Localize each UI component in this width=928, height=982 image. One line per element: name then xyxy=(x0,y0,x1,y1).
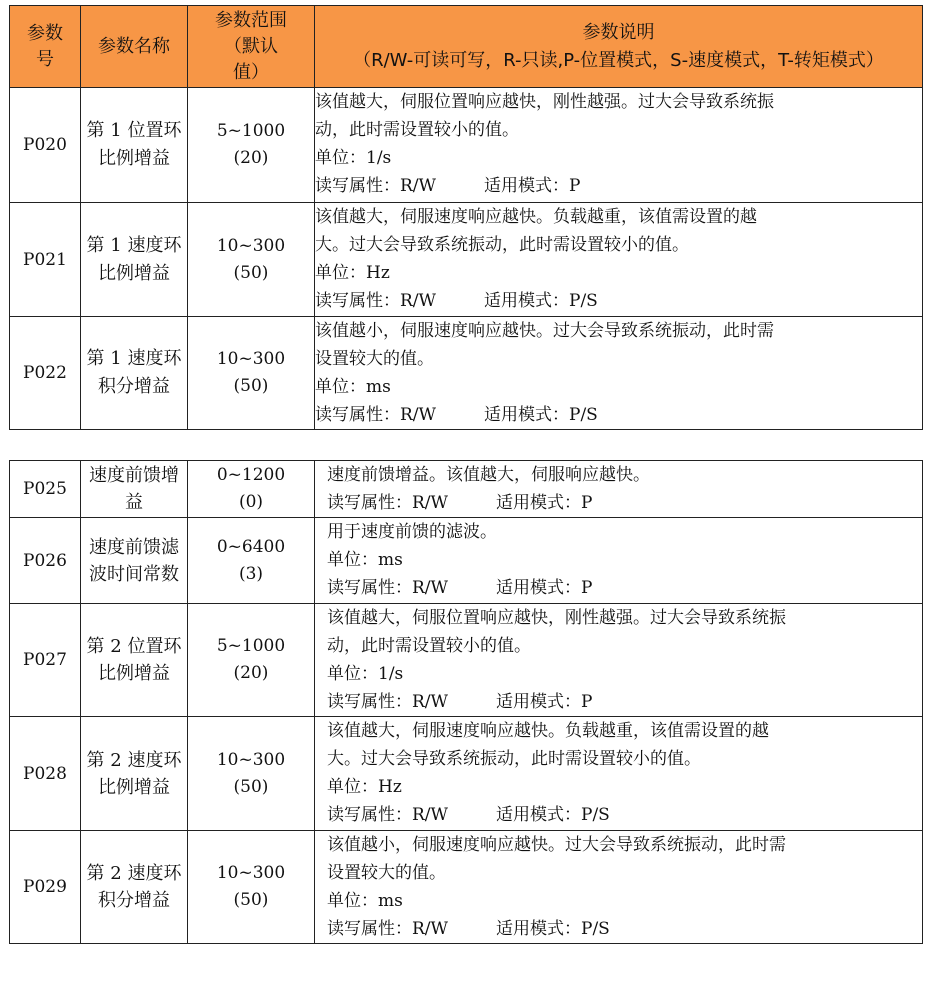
param-number: P025 xyxy=(10,461,81,518)
description-line: 设置较大的值。 xyxy=(327,863,446,883)
param-name: 第 2 速度环比例增益 xyxy=(81,717,188,831)
param-default: (50) xyxy=(233,376,269,396)
table-row xyxy=(10,317,923,430)
param-number: P028 xyxy=(10,717,81,831)
param-range: 5~1000 xyxy=(216,121,286,141)
param-default: (20) xyxy=(233,663,269,683)
param-attributes-line xyxy=(327,688,922,716)
param-name: 速度前馈滤波时间常数 xyxy=(81,518,188,604)
description-line: 动，此时需设置较小的值。 xyxy=(315,120,519,140)
description-line: 该值越大，伺服速度响应越快。负载越重，该值需设置的越 xyxy=(327,721,769,741)
param-attributes-line xyxy=(327,915,922,943)
param-range-cell xyxy=(188,604,315,717)
param-range-cell xyxy=(188,88,315,203)
param-default: (20) xyxy=(233,148,269,168)
param-mode: 适用模式：P xyxy=(496,493,593,513)
param-rw: 读写属性：R/W xyxy=(327,805,449,825)
param-mode: 适用模式：P/S xyxy=(484,291,598,311)
param-description xyxy=(315,604,923,717)
param-name: 第 1 速度环积分增益 xyxy=(81,317,188,430)
description-line: 该值越大，伺服速度响应越快。负载越重，该值需设置的越 xyxy=(315,207,757,227)
description-line: 该值越小，伺服速度响应越快。过大会导致系统振动，此时需 xyxy=(327,835,786,855)
description-line: 大。过大会导致系统振动，此时需设置较小的值。 xyxy=(315,235,689,255)
parameter-table-1 xyxy=(9,5,923,430)
param-range-cell xyxy=(188,461,315,518)
param-unit: 单位：Hz xyxy=(315,263,390,283)
header-param-description xyxy=(315,6,923,88)
table-row xyxy=(10,461,923,518)
param-rw: 读写属性：R/W xyxy=(327,493,449,513)
param-rw: 读写属性：R/W xyxy=(327,919,449,939)
table-row xyxy=(10,518,923,604)
param-number: P026 xyxy=(10,518,81,604)
param-attributes-line xyxy=(315,401,922,429)
parameter-table-2 xyxy=(9,460,923,944)
param-range: 10~300 xyxy=(216,235,286,256)
param-name: 第 2 速度环积分增益 xyxy=(81,831,188,944)
param-unit: 单位：ms xyxy=(315,377,391,397)
param-attributes-line xyxy=(315,287,922,315)
description-line: 该值越大，伺服位置响应越快，刚性越强。过大会导致系统振 xyxy=(315,92,774,112)
param-rw: 读写属性：R/W xyxy=(315,176,437,196)
description-line: 速度前馈增益。该值越大，伺服响应越快。 xyxy=(327,465,650,485)
param-default: (50) xyxy=(233,890,269,910)
header-param-range: 参数范围 （默认 值） xyxy=(188,6,315,88)
description-line: 该值越大，伺服位置响应越快，刚性越强。过大会导致系统振 xyxy=(327,608,786,628)
param-description xyxy=(315,831,923,944)
param-description xyxy=(315,88,923,203)
param-mode: 适用模式：P xyxy=(484,176,581,196)
table-header-row xyxy=(10,6,923,88)
param-mode: 适用模式：P/S xyxy=(496,805,610,825)
param-attributes-line xyxy=(327,801,922,829)
param-number: P020 xyxy=(10,88,81,203)
param-description xyxy=(315,203,923,317)
description-line: 大。过大会导致系统振动，此时需设置较小的值。 xyxy=(327,749,701,769)
description-line: 动，此时需设置较小的值。 xyxy=(327,636,531,656)
param-range: 10~300 xyxy=(216,749,286,770)
param-mode: 适用模式：P xyxy=(496,692,593,712)
description-line: 设置较大的值。 xyxy=(315,349,434,369)
param-name: 第 1 速度环比例增益 xyxy=(81,203,188,317)
param-attributes-line xyxy=(327,489,922,517)
header-param-number: 参数 号 xyxy=(10,6,81,88)
param-range-cell xyxy=(188,518,315,604)
param-unit: 单位：ms xyxy=(327,550,403,570)
param-rw: 读写属性：R/W xyxy=(315,405,437,425)
param-description xyxy=(315,518,923,604)
param-unit: 单位：ms xyxy=(327,891,403,911)
header-description-note: （R/W-可读可写，R-只读,P-位置模式，S-速度模式，T-转矩模式） xyxy=(353,49,884,71)
param-mode: 适用模式：P/S xyxy=(484,405,598,425)
param-unit: 单位：1/s xyxy=(327,664,404,684)
param-description xyxy=(315,461,923,518)
param-range-cell xyxy=(188,317,315,430)
table-row xyxy=(10,831,923,944)
param-mode: 适用模式：P xyxy=(496,578,593,598)
table-row xyxy=(10,717,923,831)
param-range-cell xyxy=(188,717,315,831)
param-rw: 读写属性：R/W xyxy=(327,692,449,712)
param-attributes-line xyxy=(327,574,922,602)
param-unit: 单位：1/s xyxy=(315,148,392,168)
table-row xyxy=(10,203,923,317)
param-name: 第 2 位置环比例增益 xyxy=(81,604,188,717)
param-description xyxy=(315,317,923,430)
param-number: P021 xyxy=(10,203,81,317)
param-default: (3) xyxy=(238,563,264,584)
param-number: P022 xyxy=(10,317,81,430)
param-name: 速度前馈增益 xyxy=(81,461,188,518)
param-default: (50) xyxy=(233,262,269,283)
param-range: 10~300 xyxy=(216,863,286,883)
param-default: (50) xyxy=(233,776,269,797)
param-rw: 读写属性：R/W xyxy=(315,291,437,311)
param-mode: 适用模式：P/S xyxy=(496,919,610,939)
description-line: 该值越小，伺服速度响应越快。过大会导致系统振动，此时需 xyxy=(315,321,774,341)
param-number: P029 xyxy=(10,831,81,944)
param-description xyxy=(315,717,923,831)
description-line: 用于速度前馈的滤波。 xyxy=(327,522,497,542)
param-range: 0~6400 xyxy=(216,536,286,557)
param-rw: 读写属性：R/W xyxy=(327,578,449,598)
param-range-cell xyxy=(188,203,315,317)
param-number: P027 xyxy=(10,604,81,717)
table-row xyxy=(10,604,923,717)
param-default: (0) xyxy=(238,492,264,512)
param-range: 5~1000 xyxy=(216,636,286,656)
param-attributes-line xyxy=(315,172,922,200)
param-range: 0~1200 xyxy=(216,465,286,485)
param-range: 10~300 xyxy=(216,349,286,369)
table-row xyxy=(10,88,923,203)
param-unit: 单位：Hz xyxy=(327,777,402,797)
header-param-name: 参数名称 xyxy=(81,6,188,88)
param-range-cell xyxy=(188,831,315,944)
header-description-title: 参数说明 xyxy=(582,21,655,43)
param-name: 第 1 位置环比例增益 xyxy=(81,88,188,203)
